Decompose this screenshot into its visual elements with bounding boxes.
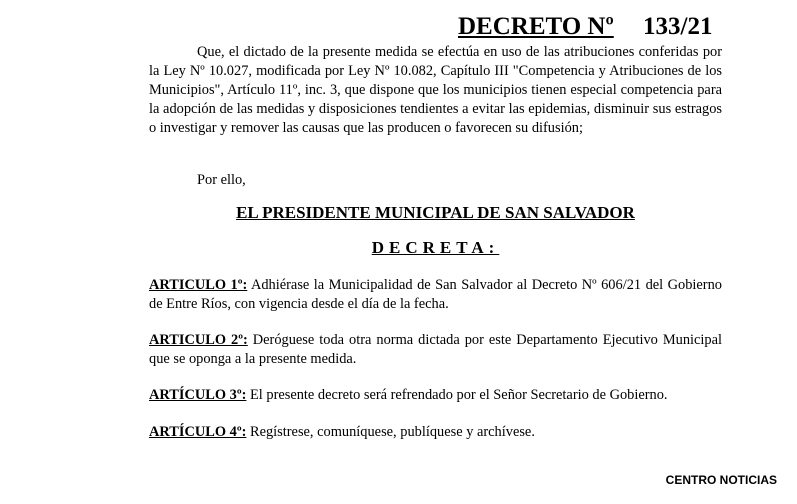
decree-title bbox=[458, 12, 722, 42]
considerando-paragraph: Que, el dictado de la presente medida se efectúa en uso de las atribuciones conferidas por la Ley Nº 10.027, modificada por Ley Nº 10.082, Capítulo III "Competencia y Atribuciones de los Municipios", Artículo 11º, inc. 3, que dispone que los municipios tienen especial competencia para la adopción de las medidas y disposiciones tendientes a evitar las epidemias, disminuir sus estragos o investigar y remover las causas que las producen o favorecen su difusión; bbox=[149, 44, 722, 136]
article-2 bbox=[149, 331, 722, 369]
decreta-heading: DECRETA: bbox=[371, 238, 500, 257]
decree-title-label: DECRETO Nº bbox=[458, 13, 614, 40]
por-ello-text: Por ello, bbox=[197, 172, 246, 188]
article-1-label: ARTICULO 1º: bbox=[149, 277, 248, 293]
centro-noticias-watermark: CENTRO NOTICIAS bbox=[665, 473, 777, 487]
decree-number: 133/21 bbox=[643, 13, 713, 40]
article-3 bbox=[149, 386, 722, 405]
issuer-heading: EL PRESIDENTE MUNICIPAL DE SAN SALVADOR bbox=[236, 203, 635, 222]
article-4 bbox=[149, 423, 722, 442]
article-1-text: Adhiérase la Municipalidad de San Salvador al Decreto Nº 606/21 del Gobierno de Entre Ríos, con vigencia desde el día de la fecha. bbox=[149, 277, 722, 312]
article-2-label: ARTICULO 2º: bbox=[149, 332, 248, 348]
article-3-text: El presente decreto será refrendado por el Señor Secretario de Gobierno. bbox=[246, 387, 668, 403]
article-4-label: ARTÍCULO 4º: bbox=[149, 424, 247, 440]
article-3-label: ARTÍCULO 3º: bbox=[149, 387, 247, 403]
article-4-text: Regístrese, comuníquese, publíquese y archívese. bbox=[246, 424, 535, 440]
article-1 bbox=[149, 276, 722, 314]
article-2-text: Deróguese toda otra norma dictada por este Departamento Ejecutivo Municipal que se oponga a la presente medida. bbox=[149, 332, 722, 367]
